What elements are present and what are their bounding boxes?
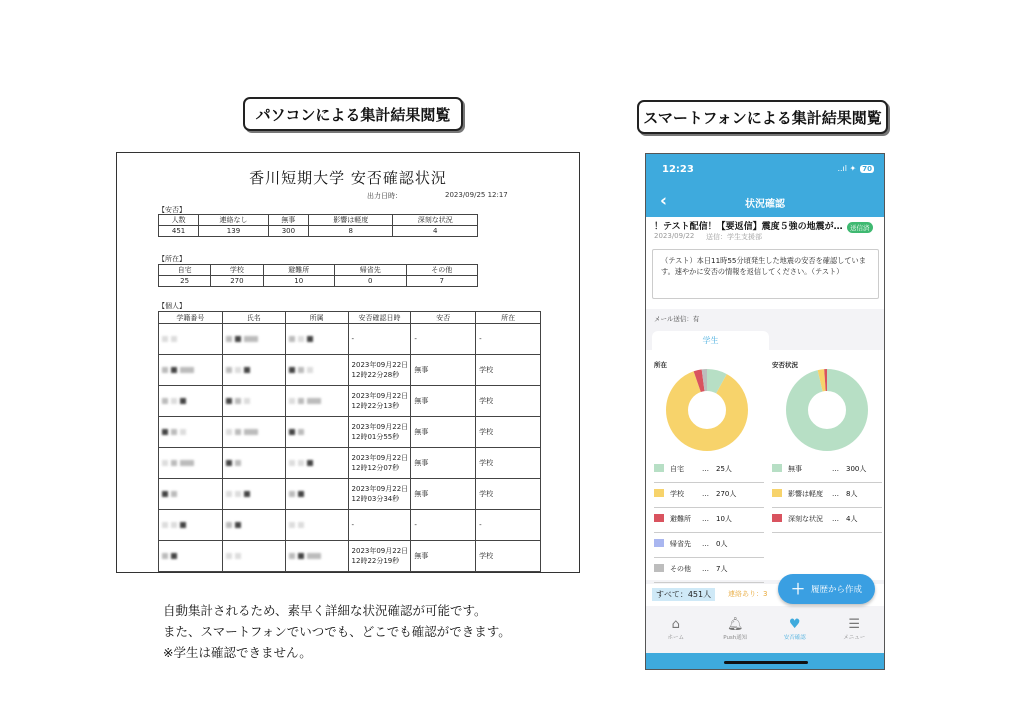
anpi-header: 深刻な状況 (393, 215, 478, 226)
redacted-block (180, 460, 194, 466)
check-time: 12時22分13秒 (351, 402, 400, 410)
anpi-cell: 無事 (411, 355, 476, 386)
redacted-block (162, 460, 168, 466)
anpi-cell: - (411, 510, 476, 541)
message-body: （テスト）本日11時55分頃発生した地震の安否を確認しています。速やかに安否の情報を返信してください。（テスト） (652, 249, 879, 299)
redacted-cell (159, 355, 223, 386)
redacted-cell (285, 541, 348, 572)
smartphone-screen (645, 153, 885, 670)
redacted-block (171, 553, 177, 559)
tab-home-label: ホーム (667, 635, 684, 641)
redacted-cell (222, 541, 285, 572)
check-time-cell (348, 355, 411, 386)
check-time-cell (348, 448, 411, 479)
location-chart-title: 所在 (654, 361, 667, 369)
caption-line: また、スマートフォンでいつでも、どこでも確認ができます。 (163, 624, 511, 639)
redacted-cell (222, 355, 285, 386)
redacted-block (226, 491, 232, 497)
back-chevron-icon[interactable]: ‹ (660, 191, 668, 211)
table-row (159, 510, 541, 541)
status-icons (837, 164, 874, 173)
anpi-header: 無事 (268, 215, 308, 226)
location-summary-table (158, 264, 478, 287)
anpi-value: 4 (393, 226, 478, 237)
summary-contacted[interactable]: 連絡あり：3 (728, 590, 768, 598)
redacted-block (162, 553, 168, 559)
individual-table (158, 311, 541, 572)
caption (163, 600, 511, 663)
tab-menu[interactable] (825, 611, 885, 653)
redacted-block (298, 522, 304, 528)
legend-item (772, 458, 882, 483)
ind-header: 安否確認日時 (348, 312, 411, 324)
redacted-block (307, 367, 313, 373)
legend-label: 影響は軽度 (788, 490, 823, 498)
redacted-cell (285, 355, 348, 386)
check-time: 12時01分55秒 (351, 433, 400, 441)
redacted-cell (159, 479, 223, 510)
redacted-cell (159, 541, 223, 572)
loc-header: その他 (406, 265, 478, 276)
tab-home[interactable] (646, 611, 706, 653)
legend-item (654, 558, 764, 583)
redacted-block (298, 336, 304, 342)
redacted-block (244, 398, 250, 404)
sent-status-badge: 送信済 (847, 222, 873, 233)
anpi-legend (772, 458, 882, 533)
redacted-block (171, 398, 177, 404)
table-row (159, 324, 541, 355)
pc-section-label: パソコンによる集計結果閲覧 (243, 97, 463, 131)
redacted-cell (159, 417, 223, 448)
redacted-block (298, 491, 304, 497)
redacted-block (289, 429, 295, 435)
redacted-block (289, 398, 295, 404)
redacted-block (171, 491, 177, 497)
tab-menu-label: メニュー (843, 635, 866, 641)
redacted-block (162, 491, 168, 497)
table-row (159, 355, 541, 386)
message-sender: 送信：学生支援部 (706, 233, 762, 241)
redacted-block (298, 460, 304, 466)
legend-swatch (772, 514, 782, 522)
redacted-block (235, 367, 241, 373)
redacted-cell (222, 479, 285, 510)
redacted-cell (222, 510, 285, 541)
redacted-block (244, 429, 258, 435)
redacted-cell (285, 386, 348, 417)
check-time-cell (348, 324, 411, 355)
anpi-value: 300 (268, 226, 308, 237)
check-time-cell (348, 417, 411, 448)
menu-icon: ☰ (848, 617, 861, 632)
summary-all[interactable]: すべて：451人 (652, 588, 715, 601)
redacted-block (235, 429, 241, 435)
legend-label: 帰省先 (670, 540, 691, 548)
redacted-block (235, 553, 241, 559)
loc-header: 学校 (211, 265, 263, 276)
anpi-header: 人数 (159, 215, 199, 226)
loc-cell: 学校 (476, 355, 541, 386)
redacted-block (162, 367, 168, 373)
plus-icon: ＋ (790, 582, 805, 598)
check-time: 12時22分28秒 (351, 371, 400, 379)
legend-swatch (654, 564, 664, 572)
check-date: 2023年09月22日 (351, 485, 409, 493)
check-time-cell (348, 510, 411, 541)
redacted-block (171, 460, 177, 466)
redacted-block (298, 398, 304, 404)
redacted-block (298, 553, 304, 559)
check-time: 12時03分34秒 (351, 495, 400, 503)
legend-item (654, 458, 764, 483)
legend-swatch (772, 489, 782, 497)
individual-section-label: 【個人】 (158, 302, 186, 310)
check-date: 2023年09月22日 (351, 392, 409, 400)
check-time-cell (348, 386, 411, 417)
tab-anpi-label: 安否確認 (783, 635, 806, 641)
message-date: 2023/09/22 (654, 232, 695, 240)
legend-label: 深刻な状況 (788, 515, 823, 523)
redacted-block (171, 336, 177, 342)
loc-value: 0 (335, 276, 407, 287)
loc-cell: - (476, 324, 541, 355)
redacted-block (180, 367, 194, 373)
redacted-block (235, 491, 241, 497)
redacted-block (298, 367, 304, 373)
redacted-cell (285, 510, 348, 541)
tab-push[interactable] (706, 611, 766, 653)
nav-title: 状況確認 (745, 199, 785, 210)
redacted-block (307, 553, 321, 559)
redacted-block (244, 491, 250, 497)
redacted-block (226, 429, 232, 435)
check-time-cell (348, 541, 411, 572)
check-date: - (351, 521, 355, 529)
redacted-block (298, 429, 304, 435)
legend-item (654, 508, 764, 533)
tab-push-label: Push通知 (723, 635, 748, 641)
report-title: 香川短期大学 安否確認状況 (249, 169, 447, 187)
caption-line: ※学生は確認できません。 (163, 645, 312, 660)
output-date-label: 出力日時： (367, 192, 402, 200)
ind-header: 所在 (476, 312, 541, 324)
legend-label: 学校 (670, 490, 684, 498)
legend-value: … 10人 (702, 515, 732, 523)
redacted-cell (159, 448, 223, 479)
redacted-cell (285, 324, 348, 355)
nav-bar (646, 187, 884, 217)
table-row (159, 541, 541, 572)
legend-value: … 270人 (702, 490, 737, 498)
redacted-block (180, 398, 186, 404)
redacted-block (171, 522, 177, 528)
loc-value: 7 (406, 276, 478, 287)
redacted-block (162, 429, 168, 435)
anpi-summary-table (158, 214, 478, 237)
status-time: 12:23 (662, 164, 694, 175)
status-bar (646, 154, 884, 187)
anpi-cell: 無事 (411, 417, 476, 448)
redacted-block (235, 460, 241, 466)
redacted-block (307, 460, 313, 466)
legend-label: 無事 (788, 465, 802, 473)
anpi-value: 451 (159, 226, 199, 237)
legend-swatch (772, 464, 782, 472)
tab-anpi[interactable] (765, 611, 825, 653)
loc-cell: 学校 (476, 479, 541, 510)
legend-item (654, 483, 764, 508)
check-time: 12時22分19秒 (351, 557, 400, 565)
create-from-history-label: 履歴から作成 (810, 585, 862, 595)
redacted-block (235, 522, 241, 528)
message-header[interactable] (646, 217, 884, 245)
loc-cell: 学校 (476, 541, 541, 572)
legend-value: … 25人 (702, 465, 732, 473)
location-donut-chart (664, 367, 750, 453)
loc-cell: - (476, 510, 541, 541)
loc-section-label: 【所在】 (158, 255, 186, 263)
table-row (159, 448, 541, 479)
message-title: ！テスト配信！【要返信】震度５強の地震が… (654, 222, 843, 232)
table-row (159, 479, 541, 510)
loc-header: 避難所 (263, 265, 335, 276)
redacted-block (235, 398, 241, 404)
check-date: 2023年09月22日 (351, 361, 409, 369)
legend-label: その他 (670, 565, 691, 573)
home-icon: ⌂ (671, 617, 680, 632)
heart-icon: ♥ (788, 617, 801, 632)
battery-icon: 70 (862, 164, 872, 173)
location-legend (654, 458, 764, 583)
check-date: - (351, 335, 355, 343)
redacted-block (162, 336, 168, 342)
ind-header: 氏名 (222, 312, 285, 324)
legend-swatch (654, 489, 664, 497)
redacted-cell (285, 417, 348, 448)
redacted-block (162, 398, 168, 404)
legend-value: … 4人 (832, 515, 858, 523)
anpi-header: 影響は軽度 (308, 215, 393, 226)
check-date: 2023年09月22日 (351, 454, 409, 462)
table-row (159, 386, 541, 417)
legend-label: 自宅 (670, 465, 684, 473)
redacted-block (244, 367, 250, 373)
redacted-block (289, 460, 295, 466)
signal-wifi-icon: ..ıl ✦ (837, 164, 857, 173)
redacted-block (235, 336, 241, 342)
legend-value: … 0人 (702, 540, 728, 548)
check-time: 12時12分07秒 (351, 464, 400, 472)
redacted-cell (285, 448, 348, 479)
redacted-block (226, 460, 232, 466)
message-body-area (646, 245, 884, 309)
loc-header: 自宅 (159, 265, 211, 276)
check-date: 2023年09月22日 (351, 423, 409, 431)
check-date: 2023年09月22日 (351, 547, 409, 555)
redacted-block (307, 336, 313, 342)
redacted-block (226, 553, 232, 559)
loc-header: 帰省先 (335, 265, 407, 276)
check-time-cell (348, 479, 411, 510)
create-from-history-button[interactable] (778, 574, 875, 604)
ind-header: 学籍番号 (159, 312, 223, 324)
legend-label: 避難所 (670, 515, 691, 523)
redacted-cell (159, 324, 223, 355)
legend-value: … 8人 (832, 490, 858, 498)
home-indicator (724, 661, 808, 664)
legend-item (772, 508, 882, 533)
redacted-block (162, 522, 168, 528)
bottom-tab-bar (646, 611, 884, 653)
redacted-block (307, 398, 321, 404)
anpi-cell: - (411, 324, 476, 355)
loc-value: 25 (159, 276, 211, 287)
redacted-block (289, 522, 295, 528)
redacted-cell (222, 386, 285, 417)
output-date: 2023/09/25 12:17 (445, 191, 508, 199)
redacted-block (226, 336, 232, 342)
legend-swatch (654, 539, 664, 547)
redacted-cell (222, 448, 285, 479)
redacted-block (244, 336, 258, 342)
legend-value: … 7人 (702, 565, 728, 573)
redacted-cell (222, 324, 285, 355)
loc-value: 270 (211, 276, 263, 287)
ind-header: 所属 (285, 312, 348, 324)
loc-cell: 学校 (476, 448, 541, 479)
anpi-cell: 無事 (411, 479, 476, 510)
anpi-value: 8 (308, 226, 393, 237)
redacted-block (180, 522, 186, 528)
redacted-cell (222, 417, 285, 448)
anpi-chart-title: 安否状況 (772, 361, 798, 369)
caption-line: 自動集計されるため、素早く詳細な状況確認が可能です。 (163, 603, 487, 618)
anpi-cell: 無事 (411, 541, 476, 572)
anpi-donut-chart (784, 367, 870, 453)
loc-cell: 学校 (476, 417, 541, 448)
redacted-block (226, 522, 232, 528)
legend-swatch (654, 514, 664, 522)
redacted-cell (159, 386, 223, 417)
loc-cell: 学校 (476, 386, 541, 417)
legend-item (654, 533, 764, 558)
anpi-cell: 無事 (411, 386, 476, 417)
charts-area (646, 350, 884, 580)
anpi-value: 139 (199, 226, 269, 237)
legend-item (772, 483, 882, 508)
redacted-block (226, 367, 232, 373)
legend-value: … 300人 (832, 465, 867, 473)
redacted-block (289, 491, 295, 497)
loc-value: 10 (263, 276, 335, 287)
redacted-block (226, 398, 232, 404)
ind-header: 安否 (411, 312, 476, 324)
tab-student[interactable]: 学生 (652, 331, 769, 350)
redacted-block (171, 429, 177, 435)
legend-swatch (654, 464, 664, 472)
table-row (159, 417, 541, 448)
mail-sent-status: メール送信：有 (654, 315, 700, 323)
anpi-section-label: 【安否】 (158, 206, 186, 214)
redacted-block (289, 367, 295, 373)
anpi-cell: 無事 (411, 448, 476, 479)
redacted-block (289, 336, 295, 342)
smartphone-section-label: スマートフォンによる集計結果閲覧 (637, 100, 888, 134)
redacted-block (171, 367, 177, 373)
redacted-cell (159, 510, 223, 541)
bell-icon: 🔔︎ (726, 617, 744, 632)
anpi-header: 連絡なし (199, 215, 269, 226)
redacted-cell (285, 479, 348, 510)
redacted-block (180, 429, 186, 435)
redacted-block (289, 553, 295, 559)
pc-report-document (116, 152, 580, 573)
